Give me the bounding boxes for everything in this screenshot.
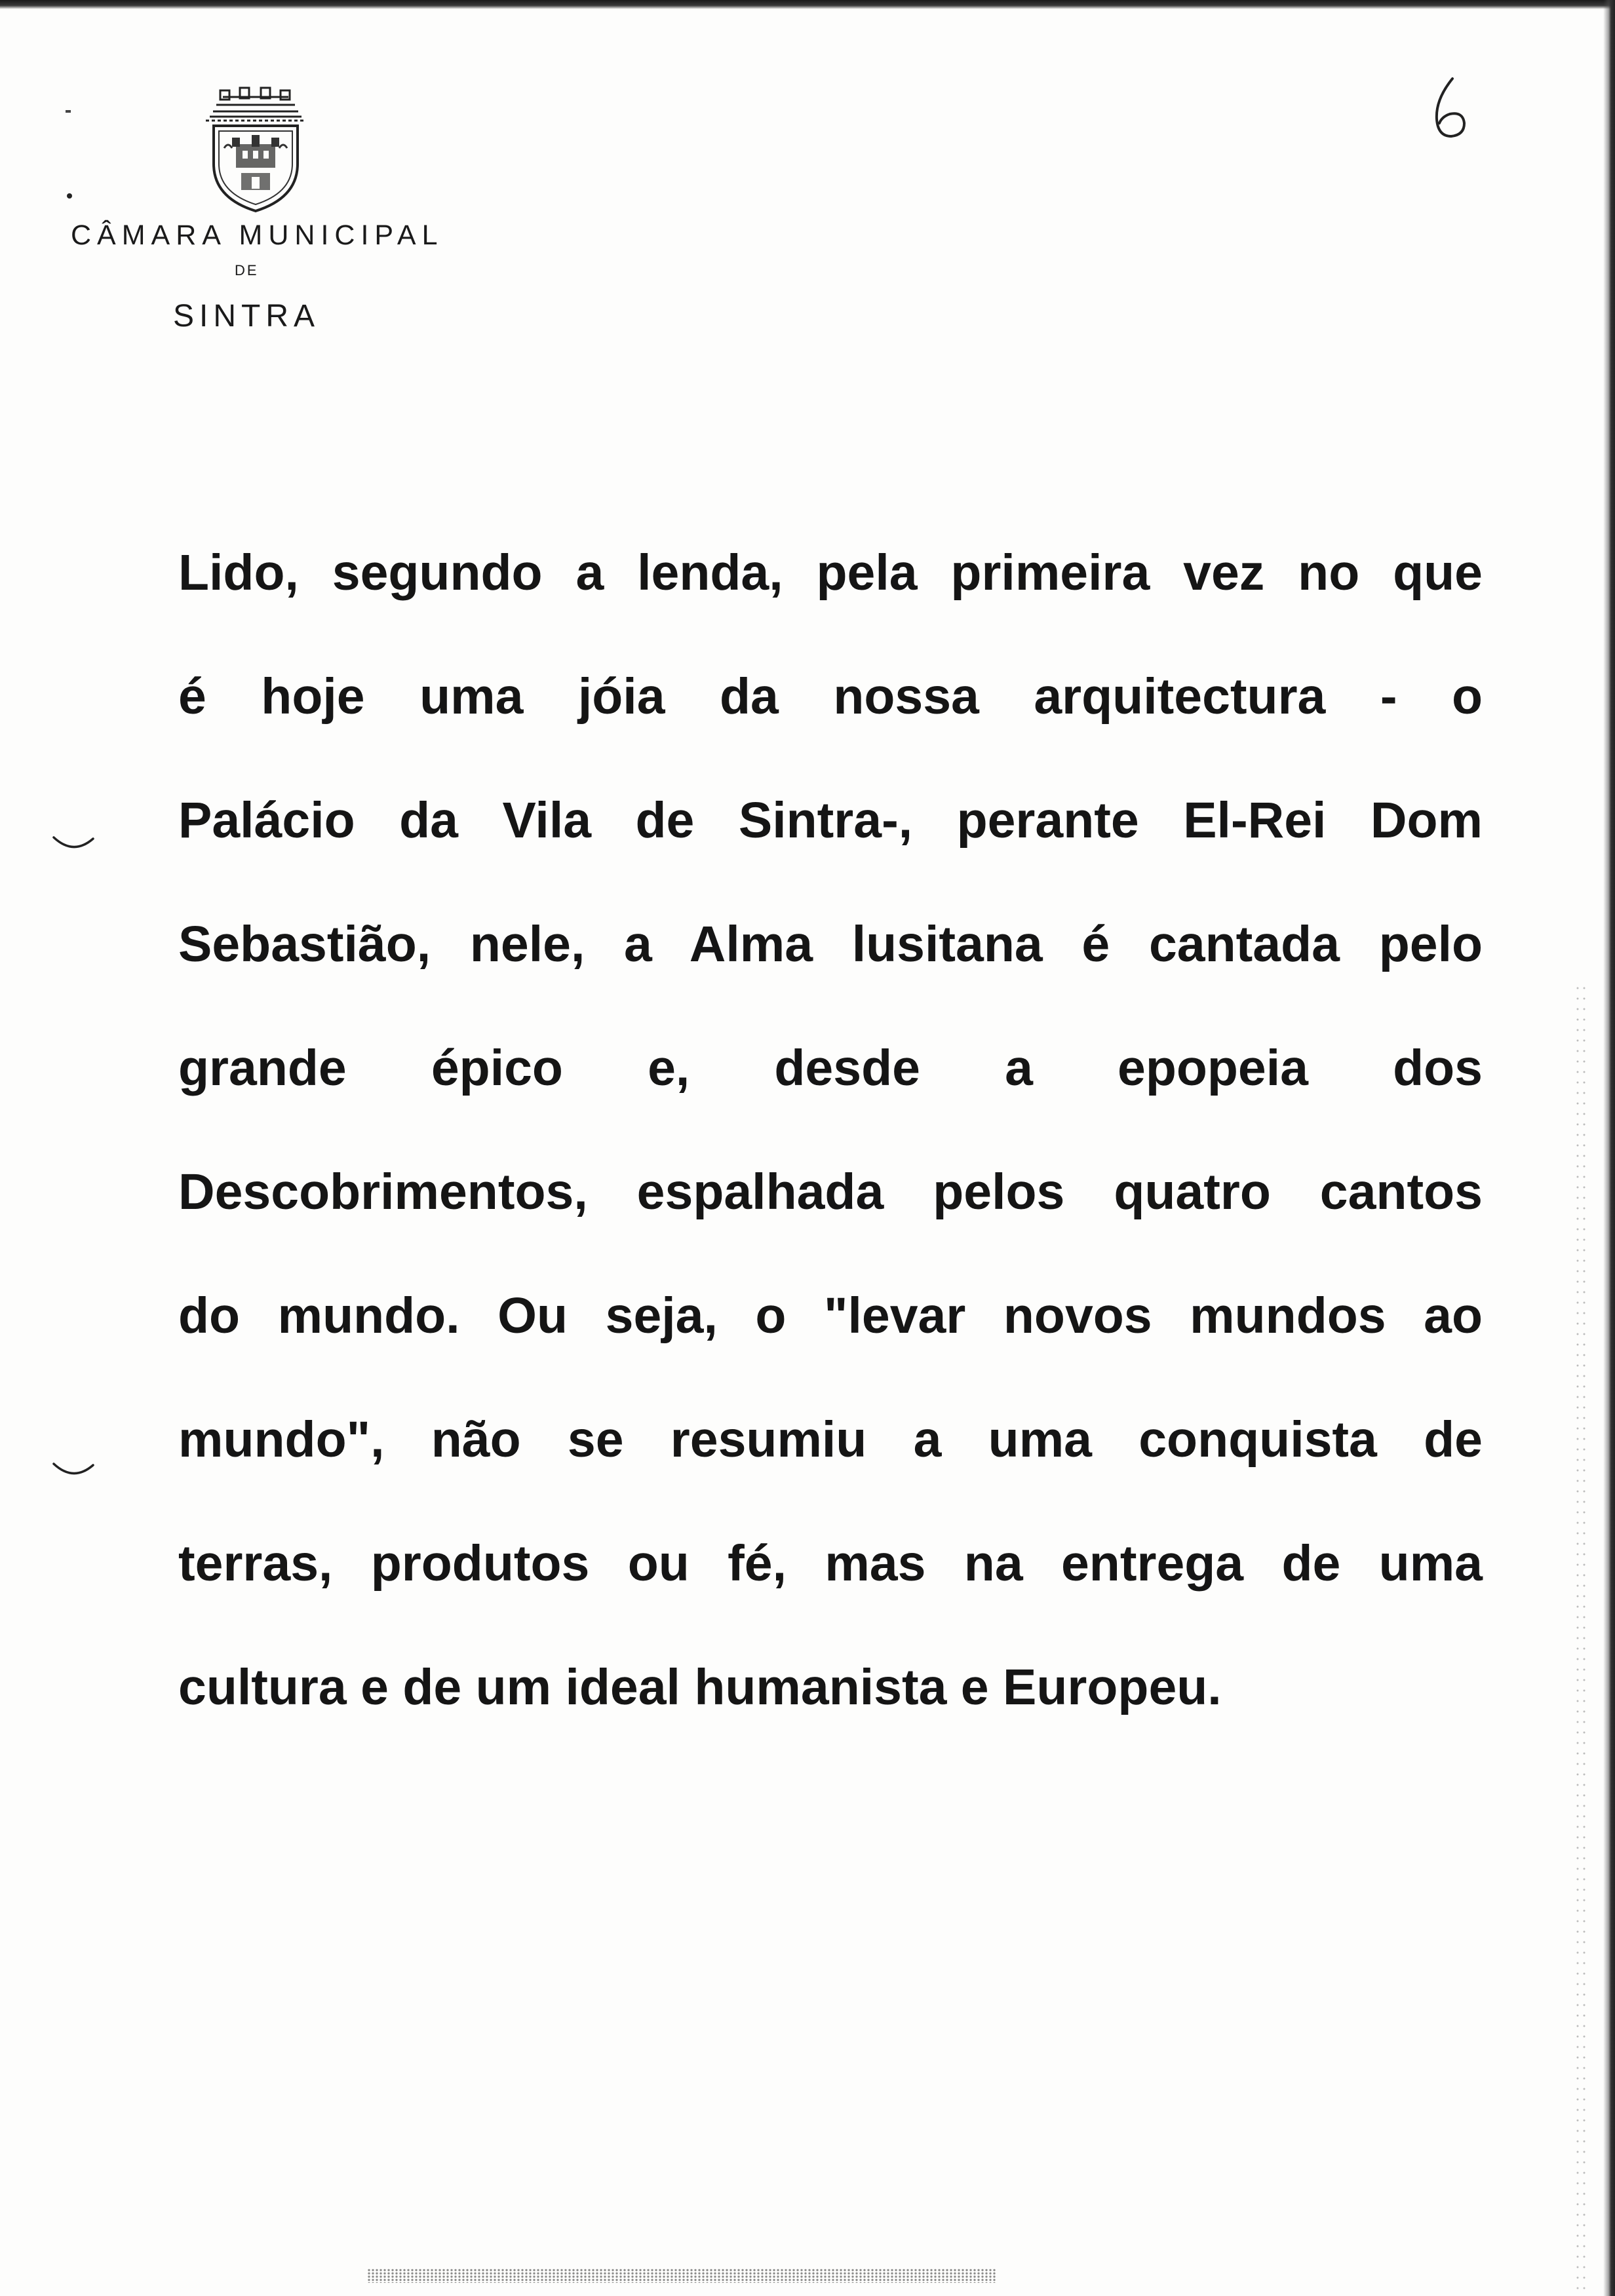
body-paragraph [178, 511, 1483, 1750]
handwritten-page-number [1426, 73, 1472, 145]
scan-top-edge [0, 0, 1615, 9]
scan-mark [67, 193, 72, 199]
municipal-coat-of-arms-icon [197, 85, 315, 216]
paragraph-line: é hoje uma jóia da nossa arquitectura - o [178, 668, 1483, 725]
paragraph-line: mundo", não se resumiu a uma conquista de [178, 1411, 1483, 1468]
paragraph-line: grande épico e, desde a epopeia dos [178, 1040, 1483, 1096]
paragraph-line: Lido, segundo a lenda, pela primeira vez no que [178, 545, 1483, 601]
scan-right-edge [1603, 0, 1615, 2296]
scan-right-noise [1574, 983, 1589, 2293]
margin-arc-icon [51, 1460, 97, 1480]
paragraph-line: Palácio da Vila de Sintra-, perante El-Rei Dom [178, 792, 1483, 849]
letterhead-city: SINTRA [173, 299, 321, 334]
paragraph-line: Sebastião, nele, a Alma lusitana é cantada pelo [178, 916, 1483, 972]
letterhead-preposition: DE [235, 262, 259, 278]
paragraph-line: do mundo. Ou seja, o "levar novos mundos ao [178, 1288, 1483, 1344]
paragraph-line: cultura e de um ideal humanista e Europeu. [178, 1659, 1222, 1715]
margin-arc-icon [51, 833, 97, 853]
letterhead-institution: CÂMARA MUNICIPAL [71, 220, 444, 251]
paragraph-line: terras, produtos ou fé, mas na entrega de uma [178, 1535, 1483, 1592]
paragraph-line: Descobrimentos, espalhada pelos quatro cantos [178, 1164, 1483, 1220]
scan-mark [66, 110, 71, 113]
scan-bottom-smudge [367, 2268, 996, 2283]
